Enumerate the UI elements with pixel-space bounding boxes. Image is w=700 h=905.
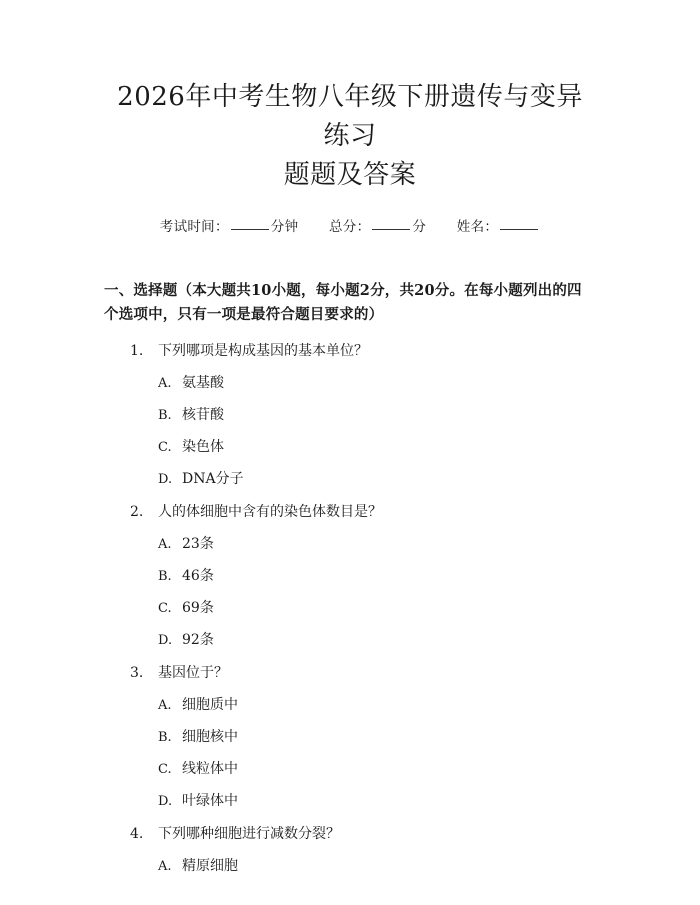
option-letter: B. [158,730,172,745]
name-blank [500,229,538,230]
option-letter: A. [158,698,172,713]
question-2-option-a [104,536,596,553]
question-number: 3. [130,665,144,681]
option-text: 叶绿体中 [182,793,238,809]
question-3-option-b [104,729,596,746]
question-1-option-a [104,375,596,392]
title-line-1: 2026年中考生物八年级下册遗传与变异练习 [117,82,583,151]
exam-time-field [160,215,299,235]
question-2-option-d [104,632,596,649]
option-text: 23条 [182,536,214,552]
question-number: 1. [130,343,144,359]
option-letter: A. [158,376,172,391]
option-text: 92条 [182,632,214,648]
question-3-option-d [104,793,596,810]
question-2-option-b [104,568,596,585]
option-letter: C. [158,762,172,777]
question-1 [104,343,596,360]
question-list [104,343,596,875]
title-line-2: 题题及答案 [283,160,417,190]
option-text: 核苷酸 [182,407,224,423]
question-2-option-c [104,600,596,617]
option-text: 细胞核中 [182,729,238,745]
option-letter: A. [158,859,172,874]
question-text: 下列哪种细胞进行减数分裂？ [158,826,340,842]
name-label: 姓名： [456,219,499,235]
exam-time-label: 考试时间： [159,219,229,235]
question-3-option-a [104,697,596,714]
total-score-blank [372,229,410,230]
option-text: 69条 [182,600,214,616]
question-1-option-c [104,439,596,456]
question-4 [104,826,596,843]
question-number: 2. [130,504,144,520]
option-letter: C. [158,440,172,455]
option-letter: B. [158,408,172,423]
option-text: 精原细胞 [182,858,238,874]
question-number: 4. [130,826,144,842]
option-letter: B. [158,569,172,584]
option-letter: A. [158,537,172,552]
total-score-field [329,215,426,235]
option-text: 氨基酸 [182,375,224,391]
question-1-option-d [104,471,596,488]
exam-info [104,215,596,235]
total-score-label: 总分： [328,219,371,235]
exam-time-unit: 分钟 [270,219,299,235]
option-text: DNA分子 [182,471,244,487]
option-letter: D. [158,794,173,809]
option-letter: C. [158,601,172,616]
question-text: 下列哪项是构成基因的基本单位？ [158,343,368,359]
document-title [104,78,596,195]
option-text: 细胞质中 [182,697,238,713]
question-text: 基因位于？ [158,665,228,681]
question-3-option-c [104,761,596,778]
question-3 [104,665,596,682]
section-heading: 一、选择题（本大题共10小题，每小题2分，共20分。在每小题列出的四个选项中，只有一项是最符合题目要求的） [104,282,582,323]
question-1-option-b [104,407,596,424]
question-text: 人的体细胞中含有的染色体数目是？ [158,504,382,520]
option-letter: D. [158,633,173,648]
exam-time-blank [231,229,269,230]
option-text: 染色体 [182,439,224,455]
option-text: 46条 [182,568,214,584]
question-4-option-a [104,858,596,875]
question-2 [104,504,596,521]
total-score-unit: 分 [412,219,427,235]
option-text: 线粒体中 [182,761,238,777]
option-letter: D. [158,472,173,487]
name-field [457,215,540,235]
